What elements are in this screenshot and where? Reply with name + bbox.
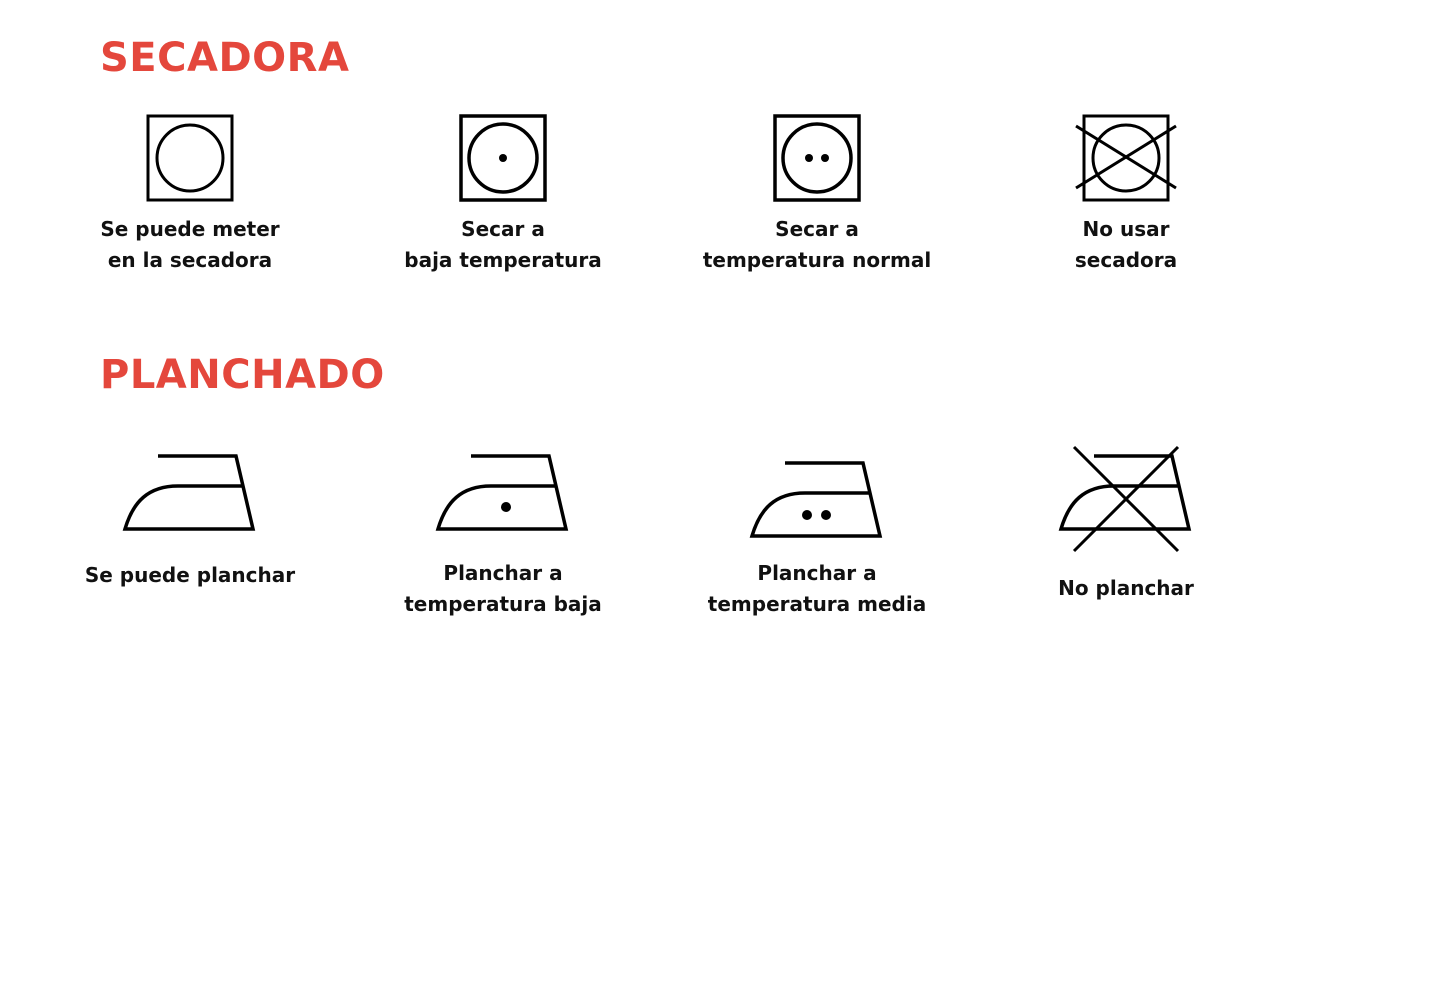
care-item-no-iron: [996, 440, 1256, 604]
care-label: Planchar a temperatura baja: [404, 561, 602, 616]
iron-low-icon: [433, 440, 573, 540]
care-item-iron-medium: [687, 440, 947, 620]
care-label: No usar secadora: [1074, 217, 1178, 272]
care-item-no-tumble-dry: [996, 112, 1256, 276]
care-item-iron: [60, 440, 320, 591]
tumble-dry-normal-icon: [771, 112, 863, 204]
care-label: Se puede planchar: [84, 563, 296, 587]
section-title-planchado: PLANCHADO: [100, 352, 385, 398]
care-item-iron-low: [373, 440, 633, 620]
care-label: Secar a temperatura normal: [702, 217, 932, 272]
iron-icon: [120, 440, 260, 540]
care-label: No planchar: [1058, 576, 1194, 600]
care-label: Planchar a temperatura media: [707, 561, 927, 616]
care-label: Se puede meter en la secadora: [100, 217, 280, 272]
tumble-dry-icon: [144, 112, 236, 204]
no-iron-icon: [1056, 440, 1196, 556]
care-item-tumble-dry-normal: [687, 112, 947, 276]
iron-medium-icon: [747, 440, 887, 548]
section-title-secadora: SECADORA: [100, 35, 350, 81]
no-tumble-dry-icon: [1074, 112, 1178, 204]
care-item-tumble-dry-low: [373, 112, 633, 276]
care-label: Secar a baja temperatura: [404, 217, 602, 272]
tumble-dry-low-icon: [457, 112, 549, 204]
care-item-tumble-dry: [60, 112, 320, 276]
